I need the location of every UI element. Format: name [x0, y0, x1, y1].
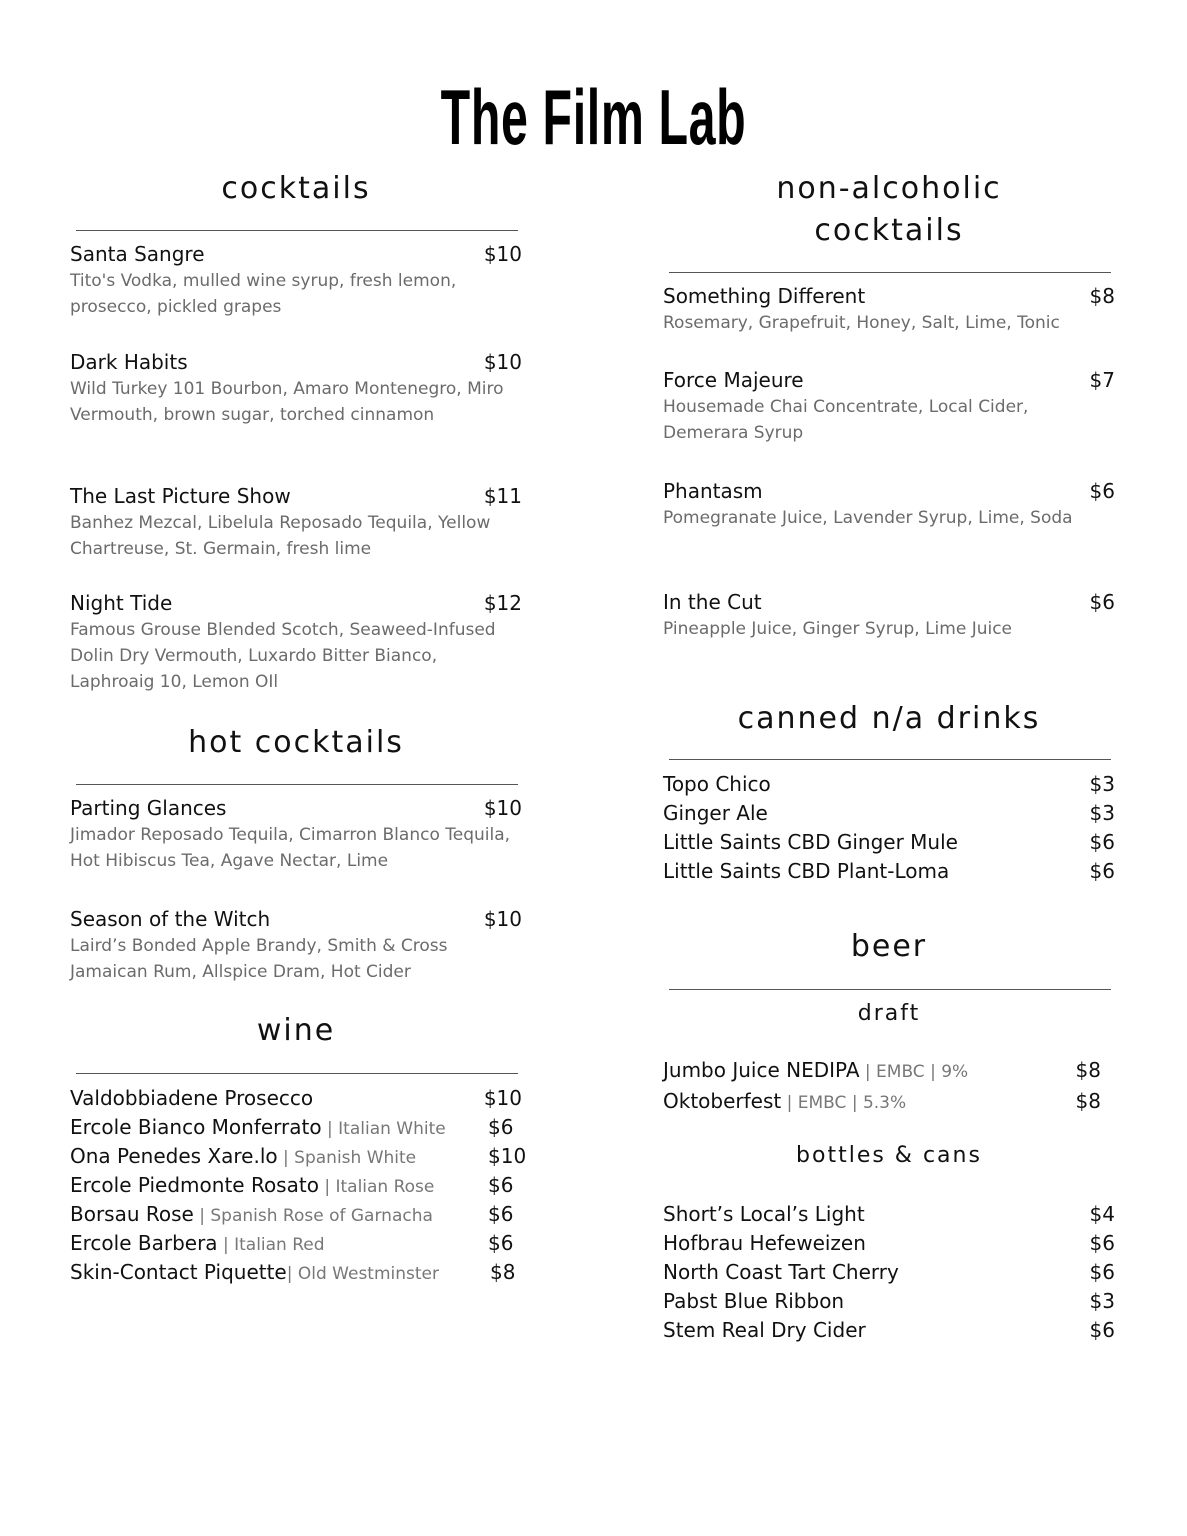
- item-price: $12: [483, 591, 522, 615]
- canned-item: [663, 857, 1115, 885]
- wine-item: [70, 1142, 527, 1170]
- cocktail-item: [70, 348, 522, 428]
- item-price: $3: [1089, 772, 1115, 796]
- item-price: $7: [1089, 368, 1115, 392]
- canned-item: [663, 828, 1115, 856]
- item-description: Famous Grouse Blended Scotch, Seaweed-Infused Dolin Dry Vermouth, Luxardo Bitter Bianco, Laphroaig 10, Lemon OIl: [70, 620, 496, 692]
- item-note: | Old Westminster: [286, 1264, 440, 1284]
- item-note: | Italian Rose: [318, 1177, 435, 1197]
- item-description: Rosemary, Grapefruit, Honey, Salt, Lime, Tonic: [663, 313, 1060, 333]
- item-price: $6: [1089, 1318, 1115, 1342]
- menu-title: The Film Lab: [440, 73, 747, 161]
- cocktail-item: [70, 589, 522, 695]
- divider: [76, 784, 518, 785]
- bottle-item: [663, 1200, 1115, 1228]
- divider: [76, 230, 518, 231]
- item-name: Topo Chico: [663, 772, 771, 796]
- item-description: Jimador Reposado Tequila, Cimarron Blanco Tequila, Hot Hibiscus Tea, Agave Nectar, Lime: [70, 825, 511, 871]
- cocktail-item: [70, 240, 522, 320]
- item-name: Santa Sangre: [70, 242, 205, 266]
- item-description: Tito's Vodka, mulled wine syrup, fresh lemon, prosecco, pickled grapes: [70, 271, 457, 317]
- item-price: $3: [1089, 801, 1115, 825]
- na-cocktail-item: [663, 588, 1115, 642]
- wine-item: [70, 1229, 522, 1257]
- item-price: $10: [483, 796, 522, 820]
- item-description: Wild Turkey 101 Bourbon, Amaro Montenegro, Miro Vermouth, brown sugar, torched cinnamon: [70, 379, 504, 425]
- item-note: | EMBC | 5.3%: [781, 1093, 907, 1113]
- item-name: Stem Real Dry Cider: [663, 1318, 866, 1342]
- item-name: Valdobbiadene Prosecco: [70, 1086, 314, 1110]
- item-name: Skin-Contact Piquette: [70, 1260, 287, 1284]
- item-price: $11: [483, 484, 522, 508]
- canned-heading: canned n/a drinks: [737, 701, 1041, 736]
- item-price: $8: [1075, 1089, 1101, 1113]
- bottle-item: [663, 1229, 1115, 1257]
- item-price: $10: [483, 907, 522, 931]
- item-price: $10: [483, 1086, 522, 1110]
- item-name: Dark Habits: [70, 350, 188, 374]
- item-name: Season of the Witch: [70, 907, 271, 931]
- item-description: Pomegranate Juice, Lavender Syrup, Lime, Soda: [663, 508, 1073, 528]
- item-description: Pineapple Juice, Ginger Syrup, Lime Juice: [663, 619, 1013, 639]
- item-name: Ginger Ale: [663, 801, 768, 825]
- item-name: Ona Penedes Xare.lo: [70, 1144, 278, 1168]
- item-price: $3: [1089, 1289, 1115, 1313]
- item-price: $6: [1089, 1231, 1115, 1255]
- canned-item: [663, 799, 1115, 827]
- divider: [669, 759, 1111, 760]
- item-name: Ercole Bianco Monferrato: [70, 1115, 322, 1139]
- item-price: $6: [1089, 1260, 1115, 1284]
- bottles-heading: bottles & cans: [796, 1143, 982, 1168]
- item-name: The Last Picture Show: [70, 484, 291, 508]
- divider: [669, 272, 1111, 273]
- beer-heading: beer: [850, 929, 928, 964]
- canned-item: [663, 770, 1115, 798]
- item-description: Banhez Mezcal, Libelula Reposado Tequila, Yellow Chartreuse, St. Germain, fresh lime: [70, 513, 491, 559]
- item-note: | Italian White: [321, 1119, 446, 1139]
- item-price: $6: [1089, 830, 1115, 854]
- draft-item: [663, 1056, 1101, 1084]
- draft-item: [663, 1087, 1101, 1115]
- item-name: Jumbo Juice NEDIPA: [663, 1058, 860, 1082]
- item-name: Pabst Blue Ribbon: [663, 1289, 845, 1313]
- item-name: Force Majeure: [663, 368, 804, 392]
- divider: [669, 989, 1111, 990]
- bottle-item: [663, 1258, 1115, 1286]
- item-price: $8: [490, 1260, 516, 1284]
- item-name: Little Saints CBD Ginger Mule: [663, 830, 958, 854]
- item-price: $10: [483, 242, 522, 266]
- item-price: $8: [1089, 284, 1115, 308]
- item-name: Short’s Local’s Light: [663, 1202, 865, 1226]
- hot-cocktail-item: [70, 905, 522, 985]
- item-name: Little Saints CBD Plant-Loma: [663, 859, 950, 883]
- item-price: $6: [488, 1173, 514, 1197]
- item-name: Phantasm: [663, 479, 763, 503]
- cocktails-heading: cocktails: [221, 171, 371, 206]
- wine-item: [70, 1200, 522, 1228]
- item-price: $4: [1089, 1202, 1115, 1226]
- wine-item: [70, 1113, 522, 1141]
- item-name: Hofbrau Hefeweizen: [663, 1231, 866, 1255]
- item-name: Parting Glances: [70, 796, 227, 820]
- draft-heading: draft: [857, 1001, 921, 1026]
- wine-item: [70, 1171, 522, 1199]
- na-cocktails-heading-line1: non-alcoholic: [776, 171, 1002, 206]
- na-cocktail-item: [663, 366, 1115, 446]
- item-name: Borsau Rose: [70, 1202, 194, 1226]
- item-price: $6: [488, 1202, 514, 1226]
- hot-cocktail-item: [70, 794, 522, 874]
- divider: [76, 1073, 518, 1074]
- item-price: $8: [1075, 1058, 1101, 1082]
- item-description: Housemade Chai Concentrate, Local Cider, Demerara Syrup: [663, 397, 1029, 443]
- item-name: Oktoberfest: [663, 1089, 782, 1113]
- na-cocktail-item: [663, 477, 1115, 531]
- cocktail-item: [70, 482, 522, 562]
- item-price: $6: [488, 1231, 514, 1255]
- item-name: Ercole Piedmonte Rosato: [70, 1173, 319, 1197]
- item-price: $10: [488, 1144, 527, 1168]
- item-note: | Spanish Rose of Garnacha: [193, 1206, 433, 1226]
- bottle-item: [663, 1316, 1115, 1344]
- item-note: | Spanish White: [277, 1148, 417, 1168]
- item-name: Something Different: [663, 284, 866, 308]
- item-note: | EMBC | 9%: [859, 1062, 969, 1082]
- item-price: $6: [1089, 859, 1115, 883]
- na-cocktails-heading-line2: cocktails: [814, 213, 964, 248]
- item-name: Ercole Barbera: [70, 1231, 218, 1255]
- item-price: $10: [483, 350, 522, 374]
- hot-cocktails-heading: hot cocktails: [188, 725, 404, 760]
- bottle-item: [663, 1287, 1115, 1315]
- item-price: $6: [1089, 590, 1115, 614]
- wine-heading: wine: [256, 1013, 336, 1048]
- item-price: $6: [488, 1115, 514, 1139]
- na-cocktail-item: [663, 282, 1115, 336]
- item-name: North Coast Tart Cherry: [663, 1260, 899, 1284]
- item-name: Night Tide: [70, 591, 173, 615]
- item-note: | Italian Red: [217, 1235, 325, 1255]
- item-price: $6: [1089, 479, 1115, 503]
- item-description: Laird’s Bonded Apple Brandy, Smith & Cross Jamaican Rum, Allspice Dram, Hot Cider: [70, 936, 448, 982]
- wine-item: [70, 1084, 522, 1112]
- item-name: In the Cut: [663, 590, 762, 614]
- wine-item: [70, 1258, 522, 1286]
